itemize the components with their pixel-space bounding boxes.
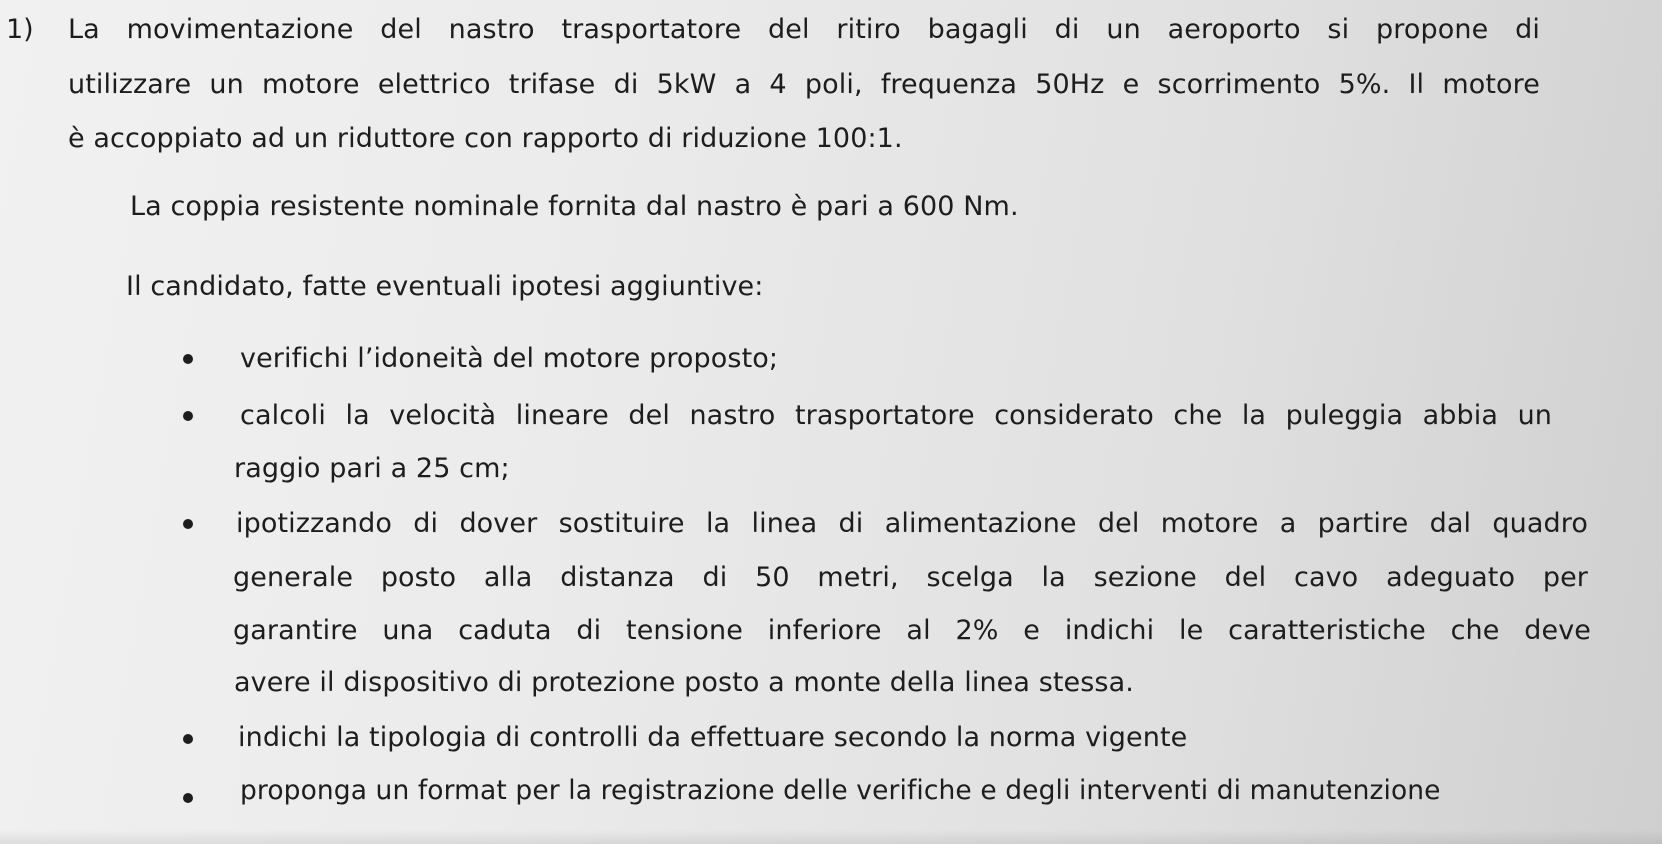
task-item-3-line-4: avere il dispositivo di protezione posto a monte della linea stessa. [234,667,1134,698]
task-item-3-line-3: garantire una caduta di tensione inferiore al 2% e indichi le caratteristiche che deve [233,615,1591,646]
bullet-marker [183,519,193,529]
bullet-marker [183,411,193,421]
page-edge-shadow [0,830,1662,844]
task-intro: Il candidato, fatte eventuali ipotesi aggiuntive: [126,271,764,302]
task-item-1: verifichi l’idoneità del motore proposto; [240,343,779,374]
intro-line-2: utilizzare un motore elettrico trifase di 5kW a 4 poli, frequenza 50Hz e scorrimento 5%. Il motore [68,69,1540,100]
task-item-2-line-1: calcoli la velocità lineare del nastro trasportatore considerato che la puleggia abbia un [240,400,1552,431]
intro-line-3: è accoppiato ad un riduttore con rapporto di riduzione 100:1. [68,123,903,154]
task-item-4: indichi la tipologia di controlli da effettuare secondo la norma vigente [238,722,1188,753]
task-item-5: proponga un format per la registrazione delle verifiche e degli interventi di manutenzione [240,775,1441,806]
question-number: 1) [6,14,34,45]
intro-line-1: La movimentazione del nastro trasportatore del ritiro bagagli di un aeroporto si propone di [68,14,1540,45]
bullet-marker [183,793,193,803]
task-item-3-line-2: generale posto alla distanza di 50 metri, scelga la sezione del cavo adeguato per [233,562,1588,593]
bullet-marker [183,354,193,364]
torque-statement: La coppia resistente nominale fornita dal nastro è pari a 600 Nm. [130,191,1019,222]
task-item-3-line-1: ipotizzando di dover sostituire la linea di alimentazione del motore a partire dal quadro [236,508,1588,539]
task-item-2-line-2: raggio pari a 25 cm; [234,453,510,484]
bullet-marker [183,734,193,744]
